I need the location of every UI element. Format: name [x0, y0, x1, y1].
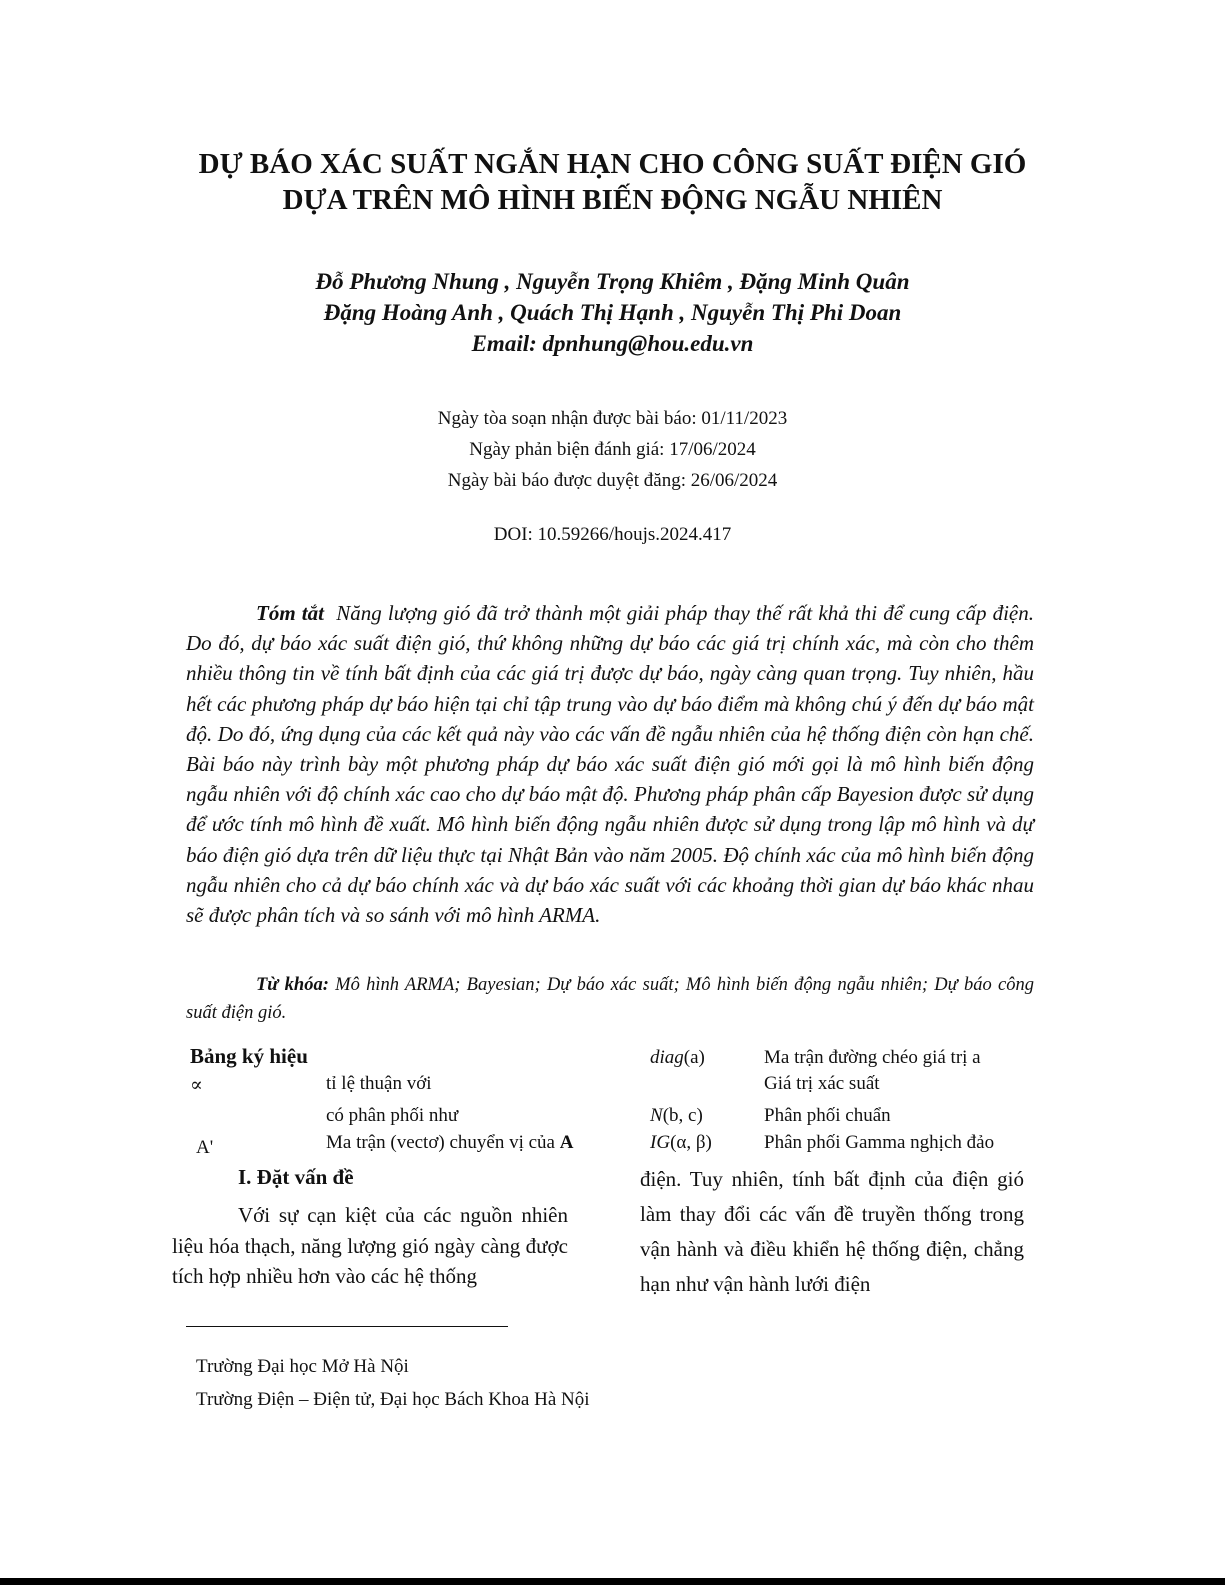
- notation-symbol-normal-rest: (b, c): [662, 1105, 703, 1126]
- title-line-2: DỰA TRÊN MÔ HÌNH BIẾN ĐỘNG NGẪU NHIÊN: [282, 184, 943, 216]
- notation-desc-transpose-text: Ma trận (vectơ) chuyển vị của: [326, 1132, 560, 1153]
- notation-symbol-proportional: ∝: [190, 1075, 203, 1096]
- author-block: [0, 266, 1225, 359]
- body-column-right: điện. Tuy nhiên, tính bất định của điện gió làm thay đổi các vấn đề truyền thống trong vận hành và điều khiển hệ thống điện, chẳng hạn như vận hành lưới điện: [640, 1167, 1024, 1296]
- title-line-1: DỰ BÁO XÁC SUẤT NGẮN HẠN CHO CÔNG SUẤT ĐIỆN GIÓ: [198, 148, 1027, 180]
- notation-symbol-diag-rest: (a): [683, 1047, 705, 1068]
- notation-desc-transpose: [326, 1131, 573, 1155]
- abstract: [186, 598, 1034, 930]
- date-reviewed: Ngày phản biện đánh giá: 17/06/2024: [469, 439, 756, 460]
- publication-dates: [0, 403, 1225, 496]
- authors-line-2: Đặng Hoàng Anh , Quách Thị Hạnh , Nguyễn Thị Phi Doan: [323, 300, 902, 325]
- notation-desc-normal: Phân phối chuẩn: [764, 1105, 891, 1126]
- notation-heading: Bảng ký hiệu: [190, 1044, 308, 1068]
- notation-desc-distributed: có phân phối như: [326, 1105, 459, 1126]
- author-email: Email: dpnhung@hou.edu.vn: [471, 331, 754, 356]
- notation-symbol-diag-italic: diag: [650, 1047, 684, 1068]
- notation-desc-transpose-bold: A: [559, 1132, 574, 1153]
- authors-line-1: Đỗ Phương Nhung , Nguyễn Trọng Khiêm , Đặng Minh Quân: [315, 269, 910, 294]
- notation-symbol-invgamma-rest: (α, β): [670, 1132, 712, 1153]
- keywords: [186, 971, 1034, 1027]
- notation-symbol-normal-italic: N: [650, 1105, 663, 1126]
- abstract-label: Tóm tắt: [256, 601, 324, 625]
- footnote-1: Trường Đại học Mở Hà Nội: [196, 1356, 409, 1377]
- keywords-label: Từ khóa:: [256, 975, 329, 995]
- date-received: Ngày tòa soạn nhận được bài báo: 01/11/2023: [437, 408, 788, 429]
- keywords-text: Mô hình ARMA; Bayesian; Dự báo xác suất; Mô hình biến động ngẫu nhiên; Dự báo công suất điện gió.: [186, 975, 1035, 1023]
- page-bottom-edge: [0, 1578, 1225, 1585]
- notation-symbol-normal: [650, 1104, 703, 1128]
- notation-desc-diag: Ma trận đường chéo giá trị a: [764, 1047, 981, 1068]
- notation-desc-invgamma: Phân phối Gamma nghịch đảo: [764, 1132, 995, 1153]
- doi: DOI: 10.59266/houjs.2024.417: [493, 524, 732, 545]
- notation-desc-probability: Giá trị xác suất: [764, 1073, 880, 1094]
- notation-desc-proportional: tỉ lệ thuận với: [326, 1073, 432, 1094]
- notation-symbol-invgamma-italic: IG: [650, 1132, 671, 1153]
- notation-symbol-invgamma: [650, 1131, 712, 1155]
- paper-title: [0, 146, 1225, 218]
- footnote-2: Trường Điện – Điện tử, Đại học Bách Khoa Hà Nội: [196, 1389, 590, 1410]
- date-accepted: Ngày bài báo được duyệt đăng: 26/06/2024: [447, 470, 778, 491]
- notation-symbol-diag: [650, 1046, 705, 1070]
- footnote-divider: [186, 1326, 508, 1327]
- abstract-text: Năng lượng gió đã trở thành một giải pháp thay thế rất khả thi để cung cấp điện. Do đó, dự báo xác suất điện gió, thứ không những dự báo các giá trị chính xác, mà còn cho thêm nhiều thông tin về tính bất định của các giá trị được dự báo, ngày càng quan trọng. Tuy nhiên, hầu hết các phương pháp dự báo hiện tại chỉ tập trung vào dự báo điểm mà không chú ý đến dự báo mật độ. Do đó, ứng dụng của các kết quả này vào các vấn đề ngẫu nhiên của hệ thống điện còn hạn chế. Bài báo này trình bày một phương pháp dự báo xác suất điện gió mới gọi là mô hình biến động ngẫu nhiên với độ chính xác cao cho dự báo mật độ. Phương pháp phân cấp Bayesion được sử dụng để ước tính mô hình đề xuất. Mô hình biến động ngẫu nhiên được sử dụng trong lập mô hình và dự báo điện gió dựa trên dữ liệu thực tại Nhật Bản vào năm 2005. Độ chính xác của mô hình biến động ngẫu nhiên cho cả dự báo chính xác và dự báo xác suất với các khoảng thời gian dự báo khác nhau sẽ được phân tích và so sánh với mô hình ARMA.: [186, 601, 1034, 928]
- notation-symbol-transpose: A': [196, 1137, 214, 1158]
- body-column-left: Với sự cạn kiệt của các nguồn nhiên liệu hóa thạch, năng lượng gió ngày càng được tích hợp nhiều hơn vào các hệ thống: [172, 1203, 568, 1289]
- section-heading: I. Đặt vấn đề: [238, 1165, 354, 1189]
